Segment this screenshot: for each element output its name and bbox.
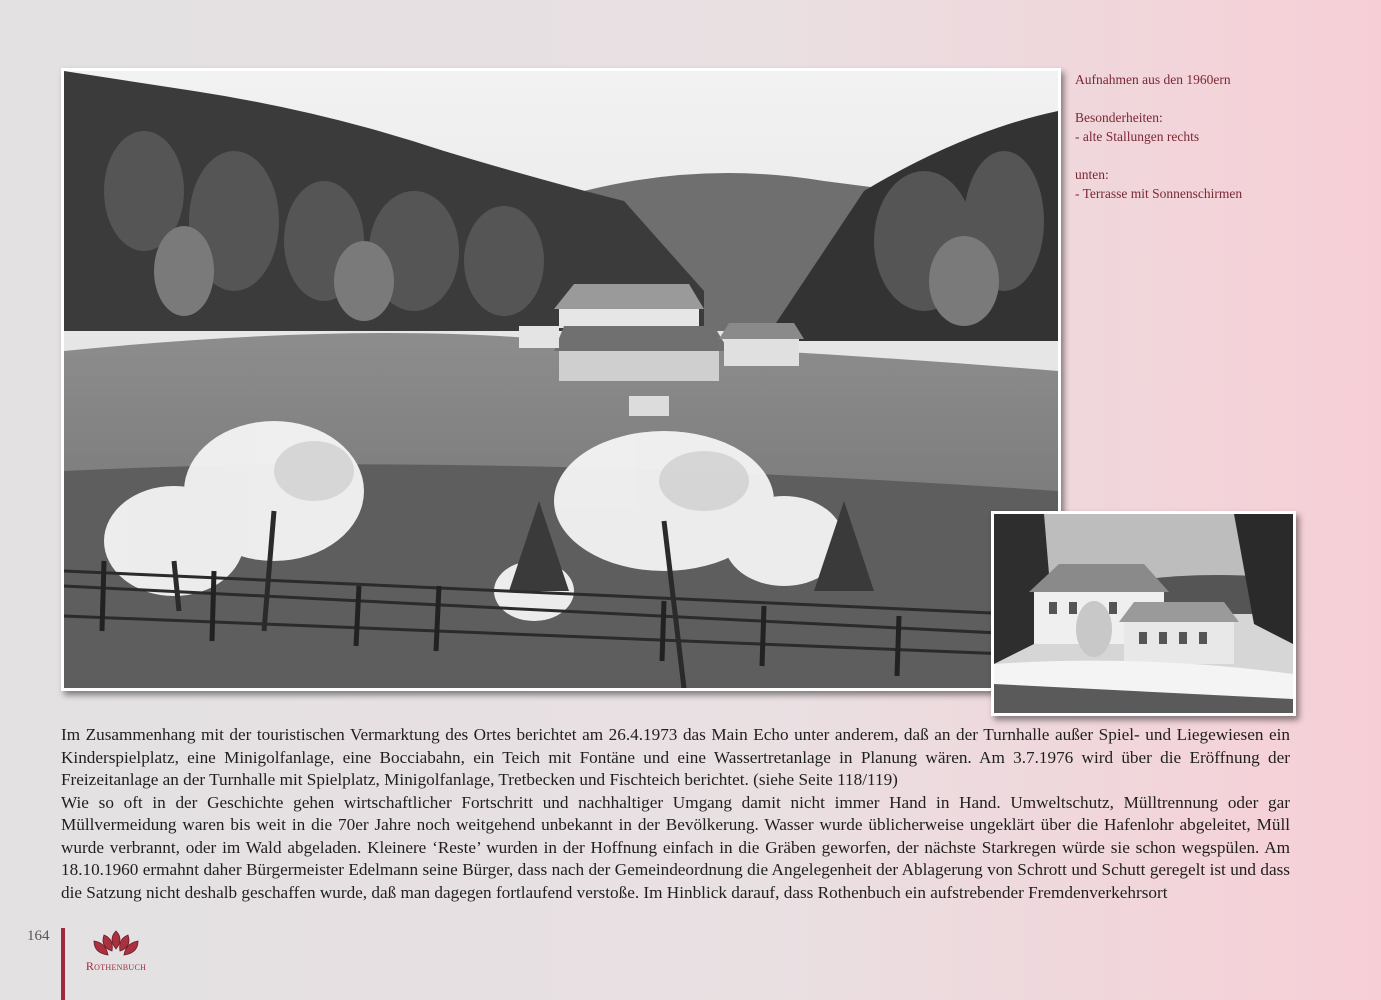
rothenbuch-logo: [74, 927, 164, 977]
page-number: 164: [27, 928, 50, 944]
caption-features-item: - alte Stallungen rechts: [1075, 129, 1200, 144]
building-photo-icon: [994, 514, 1293, 713]
photo-caption: [1075, 70, 1335, 203]
paragraph-1: Im Zusammenhang mit der touristischen Vermarktung des Ortes berichtet am 26.4.1973 das Main Echo unter anderem, daß an der Turnhalle außer Spiel- und Liegewiesen ein Kinderspielplatz, eine Minigolfanlage, eine Bocciabahn, ein Teich mit Fontäne und eine Wassertretanlage in Planung wären. Am 3.7.1976 wird über die Eröffnung der Freizeitanlage an der Turnhalle mit Spielplatz, Minigolfanlage, Tretbecken und Fischteich berichtet. (siehe Seite 118/119): [61, 725, 1290, 789]
main-photo: [61, 68, 1061, 691]
landscape-photo-icon: [64, 71, 1058, 688]
leaf-emblem-icon: [74, 927, 158, 961]
caption-title: Aufnahmen aus den 1960ern: [1075, 72, 1231, 87]
footer-divider: [61, 928, 65, 1000]
caption-below-item: - Terrasse mit Sonnenschirmen: [1075, 186, 1243, 201]
paragraph-2: Wie so oft in der Geschichte gehen wirtschaftlicher Fortschritt und nachhaltiger Umgang damit nicht immer Hand in Hand. Umweltschutz, Mülltrennung oder gar Müllvermeidung waren bis weit in die 70er Jahre noch weitgehend unbekannt in der Bevölkerung. Wasser wurde üblicherweise ungeklärt über die Hafenlohr abgeleitet, Müll wurde verbrannt, oder im Wald abgeladen. Kleinere ‘Reste’ wurden in der Hoffnung einfach in die Gräben geworfen, der nächste Starkregen würde sie schon wegspülen. Am 18.10.1960 ermahnt daher Bürgermeister Edelmann seine Bürger, dass nach der Gemeindeordnung die Angelegenheit der Ablagerung von Schrott und Schutt geregelt ist und dass die Satzung nicht deshalb geschaffen wurde, daß man dagegen fortlaufend verstoße. Im Hinblick darauf, dass Rothenbuch ein aufstrebender Fremdenverkehrsort: [61, 792, 1290, 902]
caption-below-label: unten:: [1075, 167, 1109, 182]
inset-photo: [991, 511, 1296, 716]
caption-features-label: Besonderheiten:: [1075, 110, 1163, 125]
logo-text: Rothenbuch: [85, 959, 147, 973]
body-text: [61, 724, 1290, 904]
